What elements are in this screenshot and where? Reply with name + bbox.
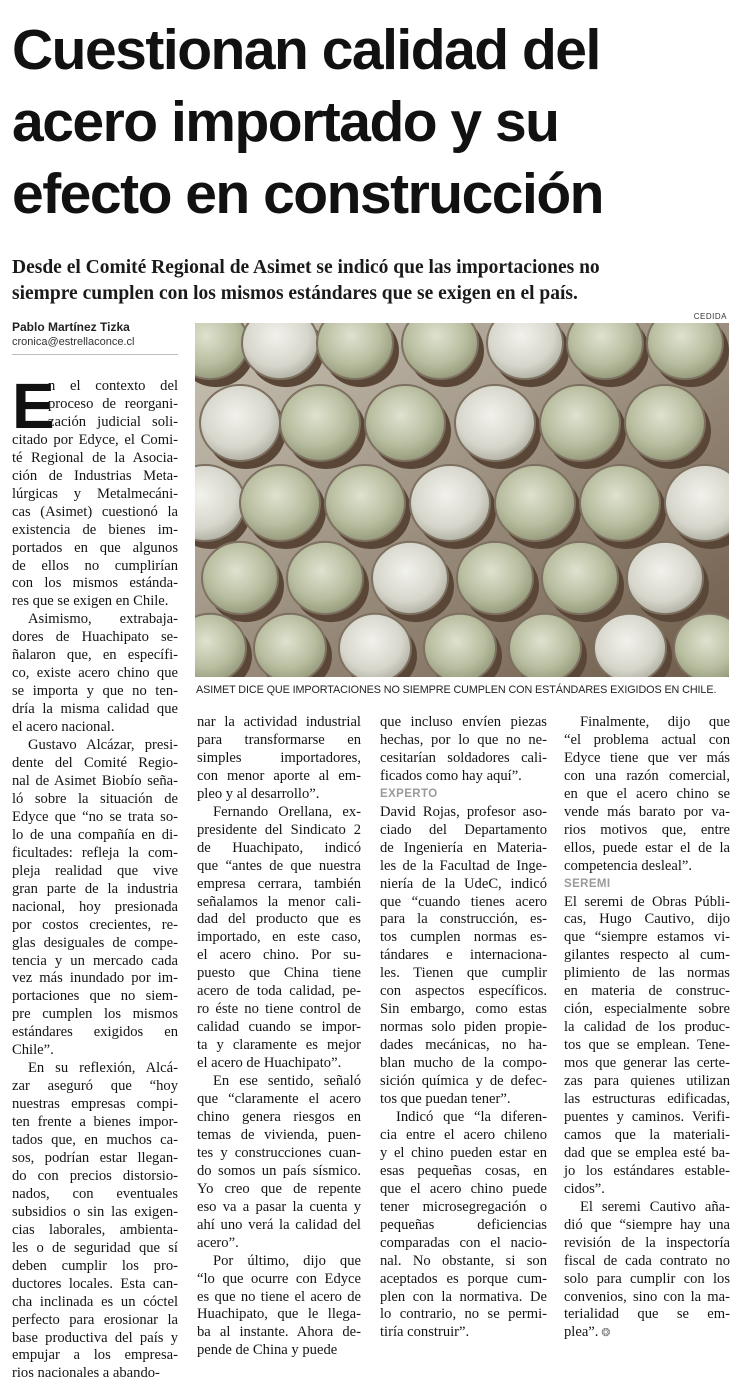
rebar-end — [455, 385, 535, 461]
text-line: nados, con eventuales — [12, 1185, 178, 1202]
text-line: les. Tienen que cumplir — [380, 965, 547, 982]
text-line: terialidad que se em- — [564, 1306, 730, 1323]
text-line: zar aseguró que “hoy — [12, 1078, 178, 1095]
text-line: cas (Asimet) cuestionó la — [12, 503, 178, 520]
text-line: proceso de reorgani- — [48, 395, 178, 412]
text-line: dades mecánicas, no ha- — [380, 1037, 547, 1054]
text-line: que incluso envíen piezas — [380, 714, 547, 730]
rebar-end — [372, 542, 448, 614]
text-line: do con precios distorsio- — [12, 1167, 178, 1184]
text-line: Por último, dijo que — [213, 1252, 361, 1269]
text-line: gilantes respecto al cum- — [564, 947, 730, 964]
text-line: que el acero chino puede — [380, 1180, 547, 1197]
text-line: rios motivos que, entre — [564, 821, 730, 838]
text-line: zación judicial soli- — [48, 413, 178, 430]
text-line: revisión de la inspectoría — [564, 1234, 730, 1251]
text-line: pre cumplen los mismos — [12, 1006, 178, 1023]
rebar-end — [495, 465, 575, 541]
text-line: competencia desleal”. — [564, 857, 693, 874]
text-line: empujar a los empresa- — [12, 1347, 178, 1364]
text-line: eso va a pasar la cuenta y — [197, 1198, 361, 1215]
text-line: chino genera riesgos en — [197, 1108, 361, 1125]
rebar-end — [627, 542, 703, 614]
column-3 — [380, 714, 547, 1342]
text-line: Huachipato, que le llega- — [197, 1306, 361, 1323]
col3-experto — [380, 804, 547, 1343]
text-line: les de la Facultad de Inge- — [380, 857, 547, 874]
text-line: El seremi de Obras Públi- — [564, 893, 730, 910]
text-line: tos que se emplean. Tene- — [564, 1037, 730, 1054]
text-line: convenios, sino con la ma- — [564, 1288, 730, 1305]
text-line: fiscal de cada contrato no — [564, 1252, 730, 1269]
drop-cap: E — [12, 370, 55, 442]
text-line: nal de Asimet Biobío seña- — [12, 772, 178, 789]
text-line: puesto que China tiene — [197, 965, 361, 982]
text-line: temas de vivienda, puen- — [197, 1126, 361, 1143]
text-line: presidente del Sindicato 2 — [197, 821, 361, 838]
text-line: mos que generar las certe- — [564, 1055, 730, 1072]
text-line: cha inclinada es un cóctel — [12, 1293, 178, 1310]
text-line: Sin embargo, como estas — [380, 1001, 547, 1018]
text-line: camos que la materiali- — [564, 1126, 730, 1143]
rebar-end — [365, 385, 445, 461]
author-name: Pablo Martínez Tizka — [12, 320, 130, 334]
text-line: “lo que ocurre con Edyce — [197, 1270, 361, 1287]
text-line: la calidad de los produc- — [564, 1019, 730, 1036]
text-line: ficultades: refleja la com- — [12, 844, 178, 861]
col2-orellana — [197, 714, 361, 1360]
rebar-end — [594, 614, 666, 677]
text-line: El seremi Cautivo aña- — [580, 1198, 730, 1215]
deck-line: siempre cumplen con los mismos estándares que se exigen en el país. — [12, 283, 578, 304]
text-line: dría la misma calidad que — [12, 701, 178, 718]
text-line: “el problema actual con — [564, 731, 730, 748]
text-line: se importa y que no ten- — [12, 683, 178, 700]
text-line: el acero nacional. — [12, 719, 115, 736]
text-line: gran parte de la industria — [12, 880, 178, 897]
text-line: el acero de Huachipato”. — [197, 1055, 342, 1072]
text-line: perfecto para erosionar la — [12, 1311, 178, 1328]
rebar-end — [424, 614, 496, 677]
text-line: nal. No obstante, si son — [380, 1252, 547, 1269]
text-line: que “cuando tienes acero — [380, 893, 547, 910]
text-line: cesitarían soldadores cali- — [380, 749, 547, 766]
text-line: calidad cuando se impor- — [197, 1019, 361, 1036]
text-line: David Rojas, profesor aso- — [380, 803, 547, 820]
text-line: Edyce que “no se trata so- — [12, 808, 178, 825]
rebar-end — [325, 465, 405, 541]
text-line: de Ingeniería en Materia- — [380, 839, 547, 856]
column-1 — [12, 370, 178, 1383]
text-line: en materia de construc- — [564, 983, 730, 1000]
text-line: zas para quienes utilizan — [564, 1073, 730, 1090]
text-line: do somos un país sísmico. — [197, 1162, 361, 1179]
text-line: sos, podrían estar llegan- — [12, 1149, 178, 1166]
rebar-end — [240, 465, 320, 541]
text-line: ción de Industrias Meta- — [12, 467, 178, 484]
text-line: cias laborales, ambienta- — [12, 1221, 178, 1238]
text-line: en que el acero chino se — [564, 785, 730, 802]
text-line: esas pequeñas cosas, en — [380, 1162, 547, 1179]
rebar-end — [457, 542, 533, 614]
rebar-end — [542, 542, 618, 614]
col4-intro — [564, 714, 730, 876]
article-deck — [12, 255, 727, 307]
text-line: tos cumplen normas es- — [380, 929, 547, 946]
text-line: nar la actividad industrial — [197, 714, 361, 730]
col1-alcazar — [12, 737, 178, 1383]
text-line: vende más barato por va- — [564, 803, 730, 820]
text-line: tiría construir”. — [380, 1324, 470, 1341]
photo-credit: CEDIDA — [693, 312, 727, 321]
text-line: hechas, por lo que no ne- — [380, 731, 547, 748]
text-line: dores de Huachipato se- — [12, 629, 178, 646]
rebar-end — [580, 465, 660, 541]
text-line: empresa cerrara, también — [197, 875, 361, 892]
text-line: dad del producto que es — [197, 911, 361, 928]
text-line: para la construcción, es- — [380, 911, 547, 928]
text-line: tencia y un mercado cada — [12, 952, 178, 969]
rebar-end — [625, 385, 705, 461]
text-line: té Regional de la Asocia- — [12, 449, 178, 466]
text-line: blan mucho de la compo- — [380, 1055, 547, 1072]
headline-line: acero importado y su — [12, 90, 559, 154]
text-line: Finalmente, dijo que — [580, 714, 730, 730]
text-line: aceptados es porque cum- — [380, 1270, 547, 1287]
text-line: dad que se emplea esté ba- — [564, 1144, 730, 1161]
text-line: plimiento de las normas — [564, 965, 730, 982]
text-line: Edyce tiene que ver más — [564, 749, 730, 766]
text-line: jo los estándares estable- — [564, 1162, 730, 1179]
byline — [12, 320, 178, 355]
text-line: comparadas con el nacio- — [380, 1234, 547, 1251]
section-label-experto: EXPERTO — [380, 787, 438, 800]
text-line: co, existe acero chino que — [12, 665, 178, 682]
author-email: cronica@estrellaconce.cl — [12, 336, 135, 348]
text-line: En su reflexión, Alcá- — [28, 1060, 178, 1077]
headline-line: Cuestionan calidad del — [12, 18, 600, 82]
column-4 — [564, 714, 730, 1343]
text-line: por costos crecientes, re- — [12, 916, 178, 933]
text-line: tener microsegregación o — [380, 1198, 547, 1215]
text-line: vez más inundado por im- — [12, 970, 178, 987]
text-line: acero de toda calidad, pe- — [197, 983, 361, 1000]
text-line: plen con la normativa. De — [380, 1288, 547, 1305]
col3-intro — [380, 714, 547, 786]
text-line: puentes y caminos. Verifi- — [564, 1108, 730, 1125]
text-line: simples importadores, — [197, 749, 361, 766]
text-line: existencia de bienes im- — [12, 521, 178, 538]
text-line: las estructuras edificadas, — [564, 1091, 730, 1108]
headline-line: efecto en construcción — [12, 162, 603, 226]
text-line: En ese sentido, señaló — [213, 1073, 361, 1090]
text-line: les o de seguridad que sí — [12, 1239, 178, 1256]
text-line: ba al instante. Ahora de- — [197, 1324, 361, 1341]
text-line: ro éste no tiene control de — [197, 1001, 361, 1018]
text-line: de ellos no cumplirían — [12, 557, 178, 574]
text-line: dente del Comité Regio- — [12, 755, 178, 772]
text-line: que “antes de que nuestra — [197, 857, 361, 874]
text-line: acero”. — [197, 1234, 239, 1251]
column-2 — [197, 714, 361, 1360]
text-line: portaciones que no siem- — [12, 988, 178, 1005]
rebar-end — [254, 614, 326, 677]
text-line: Asimismo, extrabaja- — [28, 611, 178, 628]
text-line: tos que puedan tener”. — [380, 1091, 511, 1108]
headline — [12, 14, 727, 230]
steel-rebar-photo — [195, 323, 729, 677]
rebar-end — [540, 385, 620, 461]
text-line: portados en que algunos — [12, 539, 178, 556]
text-line: nuestras empresas compi- — [12, 1096, 178, 1113]
text-line: dió que “siempre hay una — [564, 1216, 730, 1233]
text-line: Yo creo que de repente — [197, 1180, 361, 1197]
text-line: Gustavo Alcázar, presi- — [28, 737, 178, 754]
text-line: y el chino pueden estar en — [380, 1144, 547, 1161]
rebar-end — [509, 614, 581, 677]
text-line: tándares e internaciona- — [380, 947, 547, 964]
text-line: que “siempre estamos vi- — [564, 929, 730, 946]
text-line: cia entre el acero chileno — [380, 1126, 547, 1143]
text-line: pequeñas deficiencias — [380, 1216, 547, 1233]
text-line: lo contrario, no se permi- — [380, 1306, 547, 1323]
text-line: n el contexto del — [48, 378, 178, 394]
text-line: importado, en este caso, — [197, 929, 361, 946]
text-line: lo de una compañía en di- — [12, 826, 178, 843]
text-line: ñalaron que, en específi- — [12, 647, 178, 664]
deck-line: Desde el Comité Regional de Asimet se indicó que las importaciones no — [12, 257, 600, 278]
section-label-seremi: SEREMI — [564, 877, 611, 890]
text-line: que “claramente el acero — [197, 1091, 361, 1108]
text-line: Indicó que “la diferen- — [396, 1108, 547, 1125]
text-line: con una razón comercial, — [564, 767, 730, 784]
text-line: tes y construcciones cuan- — [197, 1144, 361, 1161]
rebar-end — [280, 385, 360, 461]
text-line: niería de la UdeC, indicó — [380, 875, 547, 892]
text-line: plea”. ❂ — [564, 1324, 611, 1341]
rebar-end — [287, 542, 363, 614]
text-line: con menor aporte al em- — [197, 767, 361, 784]
text-line: ló sobre la situación de — [12, 790, 178, 807]
text-line: res que se exigen en Chile. — [12, 593, 169, 610]
rebar-end — [339, 614, 411, 677]
text-line: ductores locales. Esta can- — [12, 1275, 178, 1292]
text-line: normas solo piden propie- — [380, 1019, 547, 1036]
col1-intro — [12, 370, 178, 737]
text-line: base productiva del país y — [12, 1329, 178, 1346]
text-line: deben cumplir los pro- — [12, 1257, 178, 1274]
text-line: ción, especialmente sobre — [564, 1001, 730, 1018]
text-line: cas, Hugo Cautivo, dijo — [564, 911, 730, 928]
text-line: pleo y al desarrollo”. — [197, 785, 320, 802]
text-line: rios nacionales a abando- — [12, 1365, 160, 1382]
text-line: el acero chino. Por su- — [197, 947, 361, 964]
text-line: señalamos la menor cali- — [197, 893, 361, 910]
rebar-end — [200, 385, 280, 461]
text-line: Fernando Orellana, ex- — [213, 803, 361, 820]
col4-seremi — [564, 894, 730, 1344]
text-line: con aspectos específicos. — [380, 983, 547, 1000]
text-line: nacional, hoy presionada — [12, 898, 178, 915]
text-line: lúrgicas y Metalmecáni- — [12, 485, 178, 502]
text-line: ten frente a bienes impor- — [12, 1114, 178, 1131]
text-line: pleja realidad que vive — [12, 862, 178, 879]
text-line: ciado del Departamento — [380, 821, 547, 838]
text-line: ta y claramente es mejor — [197, 1037, 361, 1054]
text-line: subsidios o sin las exigen- — [12, 1203, 178, 1220]
text-line: Chile”. — [12, 1042, 54, 1059]
rebar-end — [202, 542, 278, 614]
rebar-end — [410, 465, 490, 541]
text-line: solo para cumplir con los — [564, 1270, 730, 1287]
text-line: es que no tiene el acero de — [197, 1288, 361, 1305]
text-line: cidos”. — [564, 1180, 605, 1197]
text-line: sición química y de defec- — [380, 1073, 547, 1090]
text-line: de Huachipato, indicó — [197, 839, 361, 856]
text-line: ahí uno verá la calidad del — [197, 1216, 361, 1233]
text-line: tados que, en muchos ca- — [12, 1132, 178, 1149]
photo-caption: ASIMET DICE QUE IMPORTACIONES NO SIEMPRE CUMPLEN CON ESTÁNDARES EXIGIDOS EN CHILE. — [196, 684, 717, 696]
end-mark-icon: ❂ — [598, 1327, 611, 1340]
text-line: estándares exigidos en — [12, 1024, 178, 1041]
text-line: ficados como hay aquí”. — [380, 767, 522, 784]
text-line: glas desiguales de compe- — [12, 934, 178, 951]
text-line: pende de China y puede — [197, 1342, 338, 1359]
text-line: con los mismos estánda- — [12, 575, 178, 592]
text-line: ellos, puede estar el de la — [564, 839, 730, 856]
text-line: para transformarse en — [197, 731, 361, 748]
text-line: citado por Edyce, el Comi- — [12, 431, 178, 448]
